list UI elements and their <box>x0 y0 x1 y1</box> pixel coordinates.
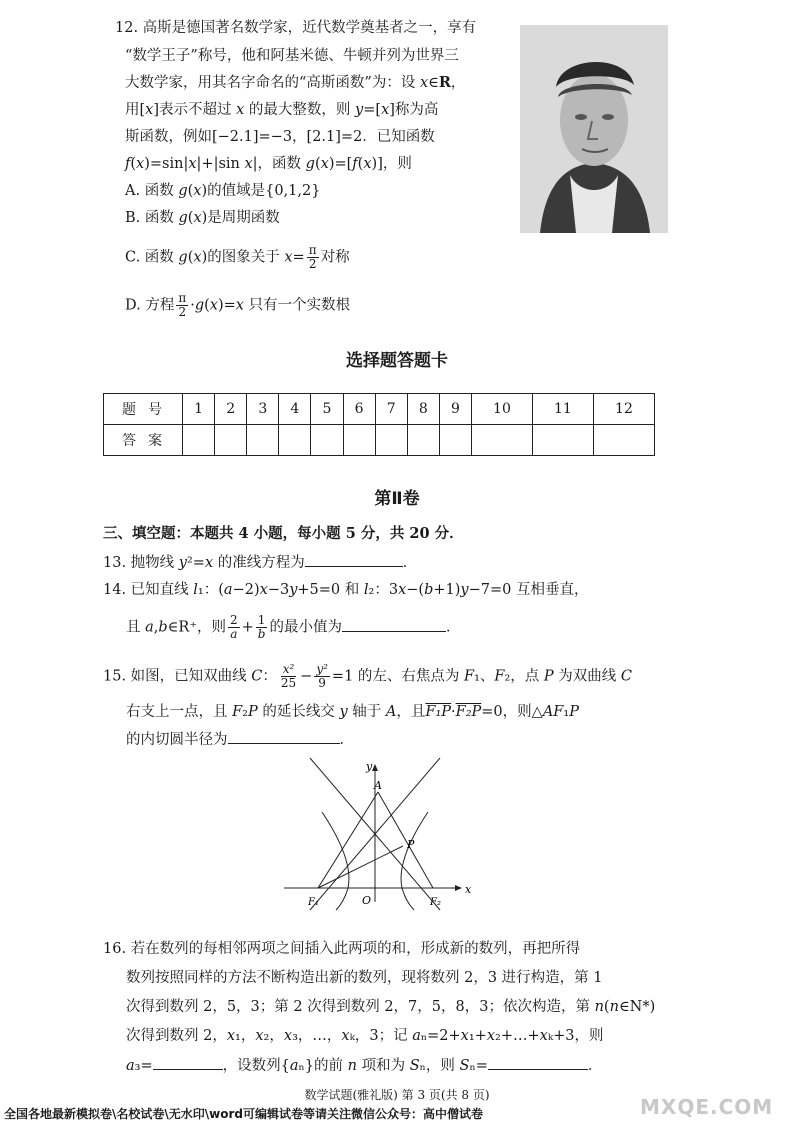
q12-option-c: C. 函数 g(x)的图象关于 x= $\frac{\pi}{2}$ 对称 <box>125 243 350 271</box>
question-number-cell: 3 <box>247 394 279 425</box>
answer-cell[interactable] <box>471 425 532 456</box>
answer-blank[interactable] <box>305 552 403 567</box>
site-watermark: MXQE.COM <box>640 1095 774 1119</box>
label-a: A <box>374 779 382 792</box>
question-number-cell: 7 <box>375 394 407 425</box>
page-footer: 数学试题(雅礼版) 第 3 页(共 8 页) <box>304 1088 490 1102</box>
q12-line-4: 用[x]表示不超过 x 的最大整数，则 y=[x]称为高 <box>125 102 439 118</box>
answer-cell[interactable] <box>311 425 343 456</box>
fraction-pi-over-2: $\frac{\pi}{2}$ <box>178 291 187 319</box>
question-number-cell: 12 <box>593 394 654 425</box>
answer-blank[interactable] <box>488 1055 588 1070</box>
row-label-question-number: 题号 <box>104 394 183 425</box>
label-f1: F₁ <box>308 897 319 908</box>
answer-cell[interactable] <box>375 425 407 456</box>
question-16-line-3: 次得到数列 2，5，3；第 2 次得到数列 2，7，5，8，3；依次构造，第 n(n∈N*) <box>126 999 656 1015</box>
x-axis-arrow-icon <box>455 885 462 891</box>
question-number-cell: 11 <box>532 394 593 425</box>
fill-in-section-intro: 三、填空题：本题共 4 小题，每小题 5 分，共 20 分． <box>103 525 464 542</box>
q12-line-3: 大数学家，用其名字命名的“高斯函数”为：设 x∈R， <box>125 74 466 91</box>
fraction-y2-over-9: $\frac{\text{y²}}{9}$ <box>316 662 328 690</box>
question-15-line-1: 15. 如图，已知双曲线 C： $\frac{\text{x²}}{25}$ − $\frac{\text{y²}}{9}$ =1 的左、右焦点为 F₁、F₂，点 P 为双曲线 C <box>103 662 632 690</box>
question-16-line-5: a₃= ，设数列{aₙ}的前 n 项和为 Sₙ，则 Sₙ= ． <box>126 1055 602 1076</box>
answer-cell[interactable] <box>343 425 375 456</box>
answer-cell[interactable] <box>593 425 654 456</box>
vector-f2p: F₂P <box>455 704 482 720</box>
question-number-cell: 2 <box>215 394 247 425</box>
vector-f1p: F₁P <box>425 704 452 720</box>
question-number-cell: 9 <box>439 394 471 425</box>
fraction-pi-over-2: $\frac{\pi}{2}$ <box>308 243 317 271</box>
label-o: O <box>362 894 372 907</box>
answer-cell[interactable] <box>183 425 215 456</box>
label-x: x <box>465 883 472 896</box>
question-number-cell: 4 <box>279 394 311 425</box>
q12-option-b: B. 函数 g(x)是周期函数 <box>125 210 280 226</box>
question-13: 13. 抛物线 y²=x 的准线方程为 ． <box>103 552 417 573</box>
question-16-line-4: 次得到数列 2，x₁，x₂，x₃，…，xₖ，3；记 aₙ=2+x₁+x₂+…+xₖ+3，则 <box>126 1028 604 1044</box>
answer-cell[interactable] <box>532 425 593 456</box>
q12-option-d: D. 方程 $\frac{\pi}{2}$ ·g(x)=x 只有一个实数根 <box>125 291 351 319</box>
answer-cell[interactable] <box>407 425 439 456</box>
q12-line-2: “数学王子”称号，他和阿基米德、牛顿并列为世界三 <box>125 48 459 64</box>
label-p: P <box>407 838 415 851</box>
question-15-line-2: 右支上一点，且 F₂P 的延长线交 y 轴于 A，且F₁P·F₂P=0，则△AF₁P <box>126 704 579 720</box>
answer-card-answer-row <box>104 425 655 456</box>
answer-cell[interactable] <box>247 425 279 456</box>
question-15-line-3: 的内切圆半径为 ． <box>126 729 354 750</box>
answer-cell[interactable] <box>215 425 247 456</box>
segment-a-f2 <box>378 792 433 888</box>
fraction-x2-over-25: $\frac{\text{x²}}{25}$ <box>280 662 297 690</box>
q12-option-a: A. 函数 g(x)的值域是{0,1,2} <box>125 183 321 199</box>
question-number-cell: 6 <box>343 394 375 425</box>
question-14-line-1: 14. 已知直线 l₁：(a−2)x−3y+5=0 和 l₂：3x−(b+1)y−7=0 互相垂直， <box>103 582 589 598</box>
question-number-cell: 8 <box>407 394 439 425</box>
hyperbola-right-branch <box>401 812 428 910</box>
q12-line-1: 12. 高斯是德国著名数学家，近代数学奠基者之一，享有 <box>115 20 477 36</box>
answer-card-title: 选择题答题卡 <box>346 351 448 371</box>
row-label-answer: 答案 <box>104 425 183 456</box>
answer-blank[interactable] <box>153 1055 223 1070</box>
label-f2: F₂ <box>430 897 441 908</box>
hyperbola-left-branch <box>322 812 349 910</box>
answer-cell[interactable] <box>279 425 311 456</box>
question-14-line-2: 且 a,b∈R⁺，则 $\frac{2}{a}$ + $\frac{1}{b}$ 的最小值为 ． <box>126 613 461 641</box>
question-number-cell: 5 <box>311 394 343 425</box>
fraction-2-over-a: $\frac{2}{a}$ <box>229 613 238 641</box>
hyperbola-figure <box>270 752 480 912</box>
answer-cell[interactable] <box>439 425 471 456</box>
y-axis-arrow-icon <box>372 764 378 771</box>
fraction-1-over-b: $\frac{1}{b}$ <box>257 613 266 641</box>
section-2-title: 第Ⅱ卷 <box>374 489 420 509</box>
label-y: y <box>366 760 373 773</box>
portrait-image <box>520 25 668 233</box>
answer-blank[interactable] <box>228 729 340 744</box>
q12-line-5: 斯函数，例如[−2.1]=−3，[2.1]=2．已知函数 <box>125 129 435 145</box>
answer-card-table <box>103 393 655 456</box>
question-number-cell: 10 <box>471 394 532 425</box>
question-16-line-2: 数列按照同样的方法不断构造出新的数列，现将数列 2，3 进行构造，第 1 <box>126 970 603 986</box>
q12-line-6: f(x)=sin|x|+|sin x|，函数 g(x)=[f(x)]，则 <box>125 156 412 172</box>
answer-card-number-row <box>104 394 655 425</box>
question-number-cell: 1 <box>183 394 215 425</box>
gauss-portrait <box>520 25 668 233</box>
answer-blank[interactable] <box>342 617 446 632</box>
footer-notice: 全国各地最新模拟卷\名校试卷\无水印\word可编辑试卷等请关注微信公众号：高中僧试卷 <box>4 1107 483 1121</box>
question-16-line-1: 16. 若在数列的每相邻两项之间插入此两项的和，形成新的数列，再把所得 <box>103 941 581 957</box>
